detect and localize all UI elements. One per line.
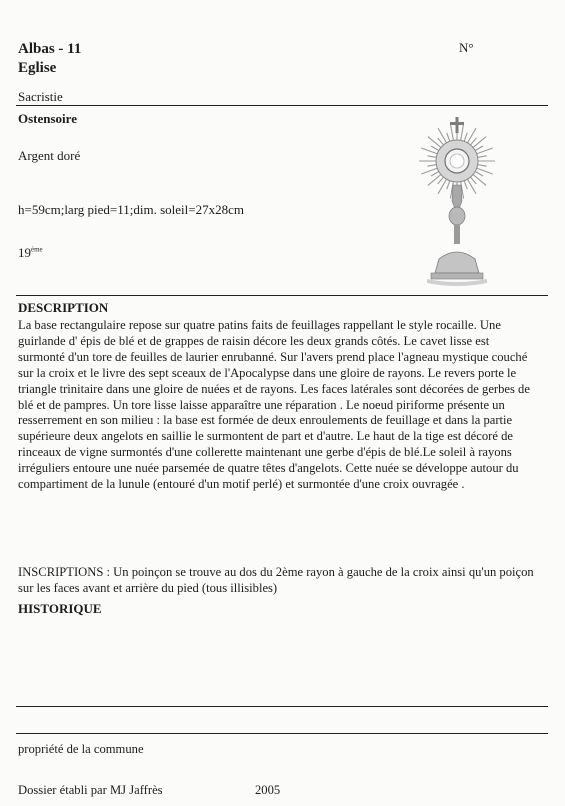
monstrance-drawing [405, 113, 505, 291]
object-name: Ostensoire [18, 111, 77, 126]
monstrance-photo [405, 113, 505, 291]
sun-ray [438, 128, 447, 144]
divider-history-bottom [16, 706, 548, 707]
sun-ray [467, 178, 476, 194]
divider-ownership [16, 733, 548, 734]
sun-ray [472, 174, 486, 186]
century-suffix: ème [31, 245, 43, 254]
sun-ray [447, 133, 450, 142]
sun-ray [464, 133, 467, 142]
sun-ray [460, 124, 463, 142]
sun-ray [477, 156, 487, 158]
sun-ray [472, 137, 486, 149]
sun-ray [438, 178, 447, 194]
object-century [18, 245, 43, 261]
sun-ray [428, 174, 442, 186]
sun-ray [464, 180, 467, 189]
object-material: Argent doré [18, 148, 81, 163]
sun-ray [427, 156, 437, 158]
sun-ray [428, 137, 442, 149]
divider-description [16, 295, 548, 296]
description-text: La base rectangulaire repose sur quatre patins faits de feuillages rappellant le style rocaille. Une guirlande d' épis de blé et de grappes de raisin décore les deux grands côtés. Le cavet lisse est surmonté d'un tore de feuilles de laurier enrubanné. Sur l'avers prend place l'agneau mystique couché sur la croix et le livre des sept sceaux de l'Apocalypse dans une gloire de rayons. Le revers porte le triangle trinitaire dans une gloire de nuées et de rayons. Les faces latérales sont décorées de gerbes de blé et de pampres. Un tore lisse laisse apparaître une réparation . Le noeud piriforme présente un resserrement en son milieu : la base est formée de deux enroulements de feuillage et dans la partie supérieure deux angelots en saillie le surmontent de part et d'autre. Le haut de la tige est décoré de rinceaux de vigne surmontés d'une collerette maintenant une gerbe d'épis de blé.Le soleil à rayons irréguliers entoure une nuée parsemée de quatre têtes d'angelots. Cette nuée se développe autour du compartiment de la lunule (entouré d'un motif perlé) et surmontée d'une croix ouvragée . [18, 318, 530, 492]
sun-ray [447, 180, 450, 189]
building-title: Eglise [18, 60, 57, 76]
century-number: 19 [18, 245, 31, 260]
prepared-by-text: Dossier établi par MJ Jaffrès [18, 783, 163, 797]
history-heading: HISTORIQUE [18, 601, 102, 616]
location-title: Albas - 11 [18, 41, 82, 57]
number-label: N° [459, 40, 474, 55]
sun-ray [427, 164, 437, 166]
room-label: Sacristie [18, 89, 63, 104]
sun-ray [477, 164, 487, 166]
inscriptions-text: INSCRIPTIONS : Un poinçon se trouve au dos du 2ème rayon à gauche de la croix ainsi qu'un poiçon sur les faces avant et arrière du pied (tous illisibles) [18, 565, 534, 595]
divider-top [16, 105, 548, 106]
year-text: 2005 [255, 783, 281, 797]
ownership-text: propriété de la commune [18, 742, 144, 756]
object-dimensions: h=59cm;larg pied=11;dim. soleil=27x28cm [18, 202, 244, 217]
sun-ray [450, 124, 453, 142]
description-heading: DESCRIPTION [18, 300, 109, 315]
sun-ray [467, 128, 476, 144]
